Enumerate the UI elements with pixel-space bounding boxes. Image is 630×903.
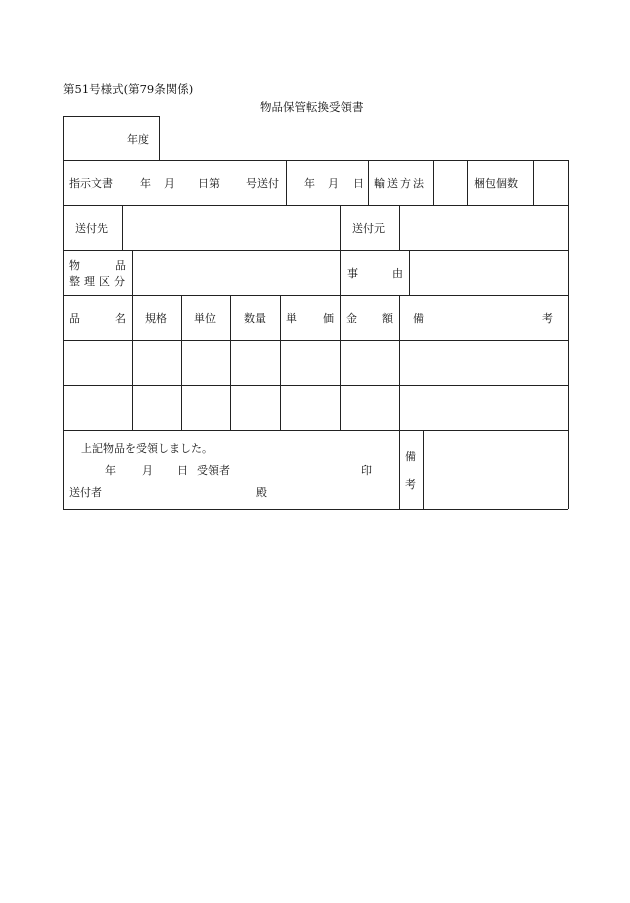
rule-col-unit <box>181 295 182 430</box>
instruction-day-no-label: 日第 <box>198 177 220 190</box>
receipt-remarks-b: 考 <box>405 478 416 491</box>
rule-r2-a <box>122 205 123 250</box>
rule-col-spec <box>132 295 133 430</box>
date-month-label: 月 <box>328 177 339 190</box>
date-day-label: 日 <box>353 177 364 190</box>
goods-label-b: 品 <box>115 259 126 272</box>
receipt-year-label: 年 <box>105 464 116 477</box>
instruction-doc-label: 指示文書 <box>69 177 113 190</box>
rule-r1-b <box>368 160 369 205</box>
amount-header-b: 額 <box>382 312 393 325</box>
package-count-label: 梱包個数 <box>474 177 518 190</box>
rule-r3-c <box>409 250 410 295</box>
amount-header-a: 金 <box>346 312 357 325</box>
rule-col-qty <box>230 295 231 430</box>
rule-r1-a <box>286 160 287 205</box>
spec-header: 規格 <box>145 312 167 325</box>
fiscal-year-label: 年度 <box>127 133 149 146</box>
rule-h4 <box>63 295 568 296</box>
rule-fiscal-box <box>159 116 160 160</box>
item-name-header <box>69 313 126 324</box>
rule-r1-c <box>433 160 434 205</box>
rule-col-remarks <box>399 295 400 430</box>
unit-header: 単位 <box>194 312 216 325</box>
unit-price-header-b: 価 <box>323 312 334 325</box>
category-label: 整理区分 <box>69 275 129 288</box>
unit-price-header-a: 単 <box>286 312 297 325</box>
goods-label <box>69 260 126 271</box>
date-year-label: 年 <box>304 177 315 190</box>
form-number: 第51号様式(第79条関係) <box>63 82 194 96</box>
rule-left <box>63 116 64 509</box>
rule-h6 <box>63 385 568 386</box>
goods-label-a: 物 <box>69 259 80 272</box>
instruction-month-label: 月 <box>164 177 175 190</box>
rule-r1-d <box>467 160 468 205</box>
receipt-month-label: 月 <box>142 464 153 477</box>
rule-r3-a <box>132 250 133 295</box>
item-name-header-a: 品 <box>69 312 80 325</box>
reason-label-b: 由 <box>392 267 403 280</box>
sender-label: 送付者 <box>69 486 102 499</box>
form-title: 物品保管転換受領書 <box>260 100 364 114</box>
remarks-header-b: 考 <box>542 312 553 325</box>
destination-label: 送付先 <box>75 222 108 235</box>
remarks-header-a: 備 <box>413 312 424 325</box>
rule-bottom <box>63 509 568 510</box>
reason-label <box>347 268 403 279</box>
rule-r7-a <box>399 430 400 509</box>
amount-header <box>346 313 393 324</box>
rule-h3 <box>63 250 568 251</box>
honorific-label: 殿 <box>256 486 267 499</box>
receiver-label: 受領者 <box>197 464 230 477</box>
reason-label-a: 事 <box>347 267 358 280</box>
rule-r2-b <box>340 205 341 250</box>
remarks-header <box>413 313 553 324</box>
transport-method-label: 輸送方法 <box>374 177 426 190</box>
item-name-header-b: 名 <box>115 312 126 325</box>
rule-h1 <box>63 160 568 161</box>
rule-r3-b <box>340 250 341 295</box>
rule-h7 <box>63 430 568 431</box>
quantity-header: 数量 <box>244 312 266 325</box>
unit-price-header <box>286 313 334 324</box>
instruction-sent-no-label: 号送付 <box>246 177 279 190</box>
seal-mark: 印 <box>361 464 372 477</box>
rule-top <box>63 116 159 117</box>
receipt-remarks-a: 備 <box>405 450 416 463</box>
rule-h5 <box>63 340 568 341</box>
receipt-day-label: 日 <box>177 464 188 477</box>
rule-r1-e <box>533 160 534 205</box>
origin-label: 送付元 <box>352 222 385 235</box>
rule-r7-b <box>423 430 424 509</box>
rule-h2 <box>63 205 568 206</box>
rule-col-amount <box>340 295 341 430</box>
rule-r2-c <box>399 205 400 250</box>
rule-col-price <box>280 295 281 430</box>
rule-right <box>568 160 569 509</box>
receipt-statement: 上記物品を受領しました。 <box>81 442 213 455</box>
instruction-year-label: 年 <box>140 177 151 190</box>
